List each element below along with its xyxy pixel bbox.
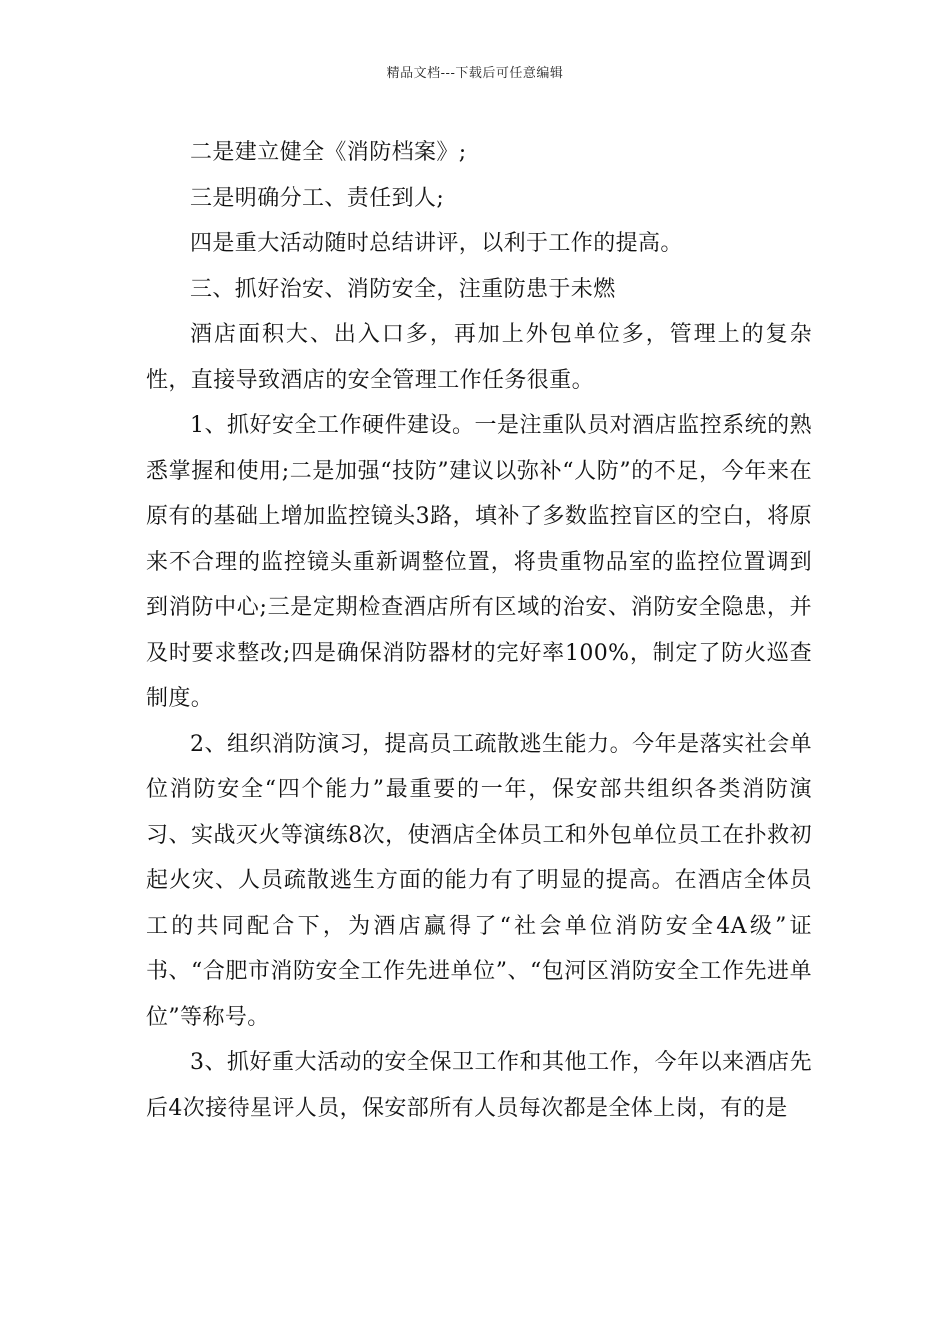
paragraph: 2、组织消防演习，提高员工疏散逃生能力。今年是落实社会单位消防安全“四个能力”最重要的一年，保安部共组织各类消防演习、实战灭火等演练8次，使酒店全体员工和外包单位员工在扑救初起火灾、人员疏散逃生方面的能力有了明显的提高。在酒店全体员工的共同配合下，为酒店赢得了“社会单位消防安全4A级”证书、“合肥市消防安全工作先进单位”、“包河区消防安全工作先进单位”等称号。: [146, 731, 812, 1030]
page-header: 精品文档---下载后可任意编辑: [386, 66, 564, 81]
paragraph: 二是建立健全《消防档案》;: [190, 140, 467, 165]
paragraph: 四是重大活动随时总结讲评，以利于工作的提高。: [190, 231, 683, 256]
paragraph: 酒店面积大、出入口多，再加上外包单位多，管理上的复杂性，直接导致酒店的安全管理工作任务很重。: [146, 322, 812, 393]
document-body: [146, 130, 812, 1131]
section-heading: 三、抓好治安、消防安全，注重防患于未燃: [190, 276, 616, 302]
paragraph: 三是明确分工、责任到人;: [190, 185, 445, 211]
paragraph: 1、抓好安全工作硬件建设。一是注重队员对酒店监控系统的熟悉掌握和使用;二是加强“技防”建议以弥补“人防”的不足，今年来在原有的基础上增加监控镜头3路，填补了多数监控盲区的空白，将原来不合理的监控镜头重新调整位置，将贵重物品室的监控位置调到到消防中心;三是定期检查酒店所有区域的治安、消防安全隐患，并及时要求整改;四是确保消防器材的完好率100%，制定了防火巡查制度。: [146, 413, 812, 711]
paragraph: 3、抓好重大活动的安全保卫工作和其他工作，今年以来酒店先后4次接待星评人员，保安部所有人员每次都是全体上岗，有的是: [146, 1050, 812, 1121]
